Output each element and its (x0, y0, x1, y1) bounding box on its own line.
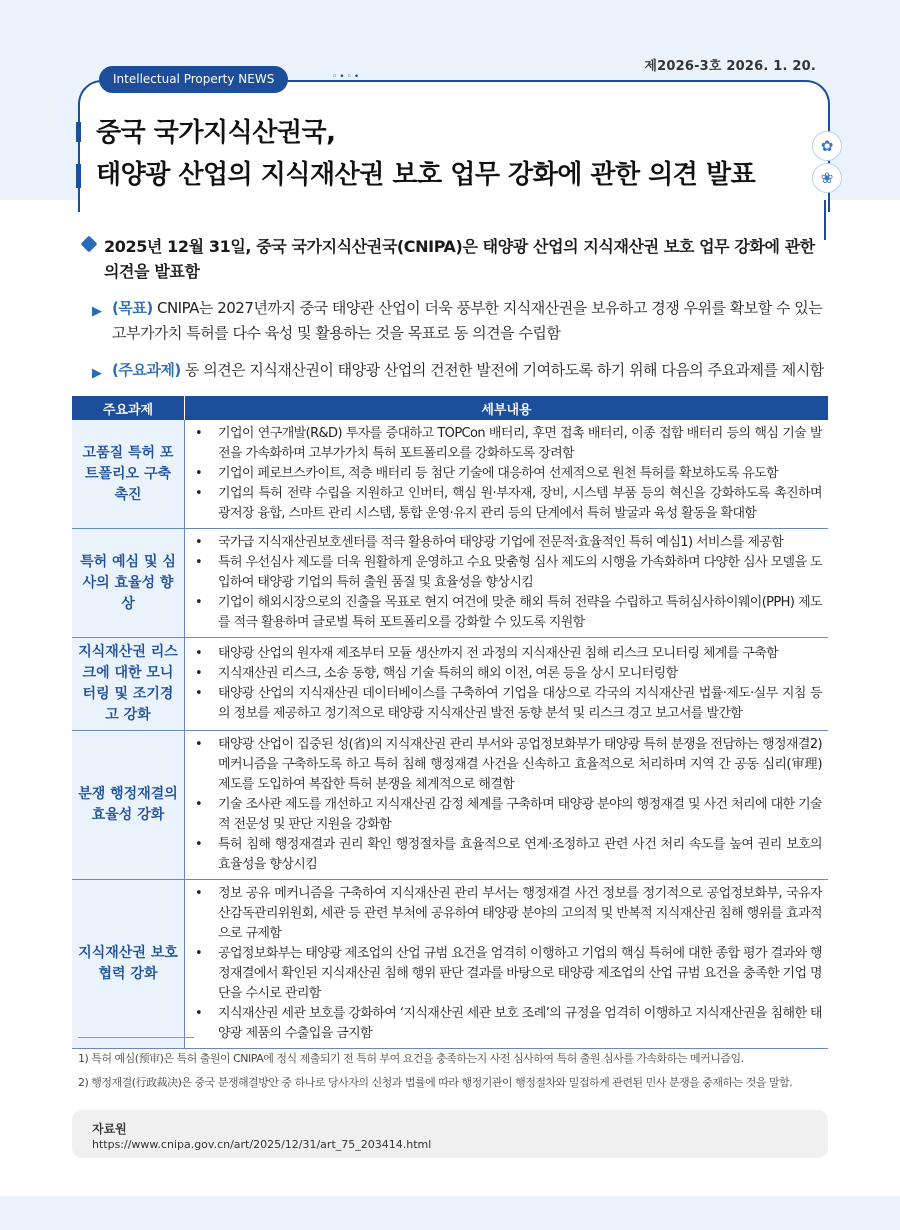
source-url[interactable]: https://www.cnipa.gov.cn/art/2025/12/31/art_75_203414.html (92, 1138, 432, 1151)
column-header-details: 세부내용 (185, 396, 829, 420)
flower-icon: ✿ (812, 131, 842, 161)
tasks-intro-text: 동 의견은 지식재산권이 태양광 산업의 건전한 발전에 기여하도록 하기 위해 다음의 주요과제를 제시함 (180, 361, 824, 379)
list-item: • 태양광 산업의 지식재산권 데이터베이스를 구축하여 기업을 대상으로 각국의 지식재산권 법률·제도·실무 지침 등의 정보를 제공하고 정기적으로 태양광 지식재산권 발전 동향 분석 및 리스크 경고 보고서를 발간함 (193, 684, 822, 724)
sun-icon: ❀ (812, 163, 842, 193)
goal-tag: (목표) (112, 299, 153, 317)
detail-cell (185, 420, 829, 529)
lead-paragraph (82, 234, 827, 284)
list-item: • 특허 우선심사 제도를 더욱 원활하게 운영하고 수요 맞춤형 심사 제도의 시행을 가속화하며 다양한 심사 모델을 도입하여 태양광 기업의 특허 출원 품질 및 효율성을 향상시킴 (193, 553, 822, 593)
list-item: • 공업정보화부는 태양광 제조업의 산업 규범 요건을 엄격히 이행하고 기업의 핵심 특허에 대한 종합 평가 결과와 행정재결에서 확인된 지식재산권 침해 행위 판단 결과를 바탕으로 태양광 제조업의 산업 규범 요건을 충족한 기업 명단을 수시로 관리함 (193, 944, 822, 1004)
category-cell: 지식재산권 보호 협력 강화 (72, 880, 185, 1049)
list-item: • 특허 침해 행정재결과 권리 확인 행정절차를 효율적으로 연계·조정하고 관련 사건 처리 속도를 높여 권리 보호의 효율성을 향상시킴 (193, 835, 822, 875)
footnote-2: 2) 행정재결(行政裁决)은 중국 분쟁해결방안 중 하나로 당사자의 신청과 법률에 따라 행정기관이 행정절차와 밀접하게 관련된 민사 분쟁을 중재하는 것을 말함. (78, 1076, 793, 1089)
footer-band (0, 1196, 900, 1230)
list-item: • 지식재산권 리스크, 소송 동향, 핵심 기술 특허의 해외 이전, 여론 등을 상시 모니터링함 (193, 664, 822, 684)
list-item: • 국가급 지식재산권보호센터를 적극 활용하여 태양광 기업에 전문적·효율적인 특허 예심1) 서비스를 제공함 (193, 533, 822, 553)
title-accent-bottom (76, 164, 81, 188)
list-item: • 기술 조사관 제도를 개선하고 지식재산권 감정 체계를 구축하며 태양광 분야의 행정재결 및 사건 처리에 대한 기술적 전문성 및 판단 지원을 강화함 (193, 795, 822, 835)
category-cell: 지식재산권 리스크에 대한 모니터링 및 조기경고 강화 (72, 638, 185, 731)
title-line-2: 태양광 산업의 지식재산권 보호 업무 강화에 관한 의견 발표 (96, 160, 756, 190)
table-row (72, 731, 828, 880)
badge-dots: ◦•◦• (332, 72, 362, 82)
list-item: • 태양광 산업이 집중된 성(省)의 지식재산권 관리 부서와 공업정보화부가 태양광 특허 분쟁을 전담하는 행정재결2) 메커니즘을 구축하도록 하고 특허 침해 행정재결 사건을 신속하고 효율적으로 처리하며 지역 간 공동 심리(审理) 제도를 도입하여 복잡한 특허 분쟁을 체계적으로 해결함 (193, 735, 822, 795)
triangle-bullet-icon: ▶ (92, 304, 102, 319)
goal-text: CNIPA는 2027년까지 중국 태양관 산업이 더욱 풍부한 지식재산권을 보유하고 경쟁 우위를 확보할 수 있는 고부가가치 특허를 다수 육성 및 활용하는 것을 목표로 동 의견을 수립함 (112, 299, 823, 342)
source-label: 자료원 (92, 1122, 127, 1136)
frame-line-left (78, 200, 80, 210)
footnote-1: 1) 특허 예심(预审)은 특허 출원이 CNIPA에 정식 제출되기 전 특허 부여 요건을 충족하는지 사전 심사하여 특허 출원 심사를 가속화하는 메커니즘임. (78, 1052, 744, 1065)
triangle-bullet-icon: ▶ (92, 366, 102, 381)
table-row (72, 638, 828, 731)
column-header-category: 주요과제 (72, 396, 185, 420)
detail-cell (185, 880, 829, 1049)
table-row (72, 420, 828, 529)
list-item: • 정보 공유 메커니즘을 구축하여 지식재산권 관리 부서는 행정재결 사건 정보를 정기적으로 공업정보화부, 국유자산감독관리위원회, 세관 등 관련 부처에 공유하여 태양광 분야의 고의적 및 반복적 지식재산권 침해 행위를 효과적으로 규제함 (193, 884, 822, 944)
table-row (72, 529, 828, 638)
detail-cell (185, 529, 829, 638)
list-item: • 태양광 산업의 원자재 제조부터 모듈 생산까지 전 과정의 지식재산권 침해 리스크 모니터링 체계를 구축함 (193, 644, 822, 664)
source-box (72, 1110, 828, 1158)
goal-paragraph (92, 296, 830, 346)
newsletter-badge: Intellectual Property NEWS (99, 66, 288, 93)
title-line-1: 중국 국가지식산권국, (96, 118, 336, 148)
list-item: • 기업의 특허 전략 수립을 지원하고 인버터, 핵심 원·부자재, 장비, 시스템 부품 등의 혁신을 강화하도록 촉진하며 광저장 융합, 스마트 관리 시스템, 통합 운영·유지 관리 등의 단계에서 특허 발굴과 육성 활동을 확대함 (193, 484, 822, 524)
footnote-divider (78, 1037, 194, 1038)
cube-bullet-icon (81, 236, 98, 253)
detail-cell (185, 638, 829, 731)
tasks-table (72, 396, 828, 1049)
list-item: • 기업이 페로브스카이트, 적층 배터리 등 첨단 기술에 대응하여 선제적으로 원천 특허를 확보하도록 유도함 (193, 464, 822, 484)
tasks-tag: (주요과제) (112, 361, 181, 379)
page-title (96, 112, 755, 196)
tasks-intro-paragraph (92, 358, 830, 383)
category-cell: 고품질 특허 포트폴리오 구축 촉진 (72, 420, 185, 529)
list-item: • 지식재산권 세관 보호를 강화하여 ‘지식재산권 세관 보호 조례’의 규정을 엄격히 이행하고 지식재산권을 침해한 태양광 제품의 수출입을 금지함 (193, 1004, 822, 1044)
detail-cell (185, 731, 829, 880)
category-cell: 분쟁 행정재결의 효율성 강화 (72, 731, 185, 880)
title-accent-top (76, 122, 81, 142)
issue-info: 제2026-3호 2026. 1. 20. (644, 59, 816, 74)
category-cell: 특허 예심 및 심사의 효율성 향상 (72, 529, 185, 638)
lead-text: 2025년 12월 31일, 중국 국가지식산권국(CNIPA)은 태양광 산업의 지식재산권 보호 업무 강화에 관한 의견을 발표함 (104, 237, 815, 281)
table-row (72, 880, 828, 1049)
list-item: • 기업이 해외시장으로의 진출을 목표로 현지 여건에 맞춘 해외 특허 전략을 수립하고 특허심사하이웨이(PPH) 제도를 적극 활용하며 글로벌 특허 포트폴리오를 강화할 수 있도록 지원함 (193, 593, 822, 633)
list-item: • 기업이 연구개발(R&D) 투자를 증대하고 TOPCon 배터리, 후면 접촉 배터리, 이종 접합 배터리 등의 핵심 기술 발전을 가속화하며 고부가가치 특허 포트폴리오를 강화하도록 장려함 (193, 424, 822, 464)
